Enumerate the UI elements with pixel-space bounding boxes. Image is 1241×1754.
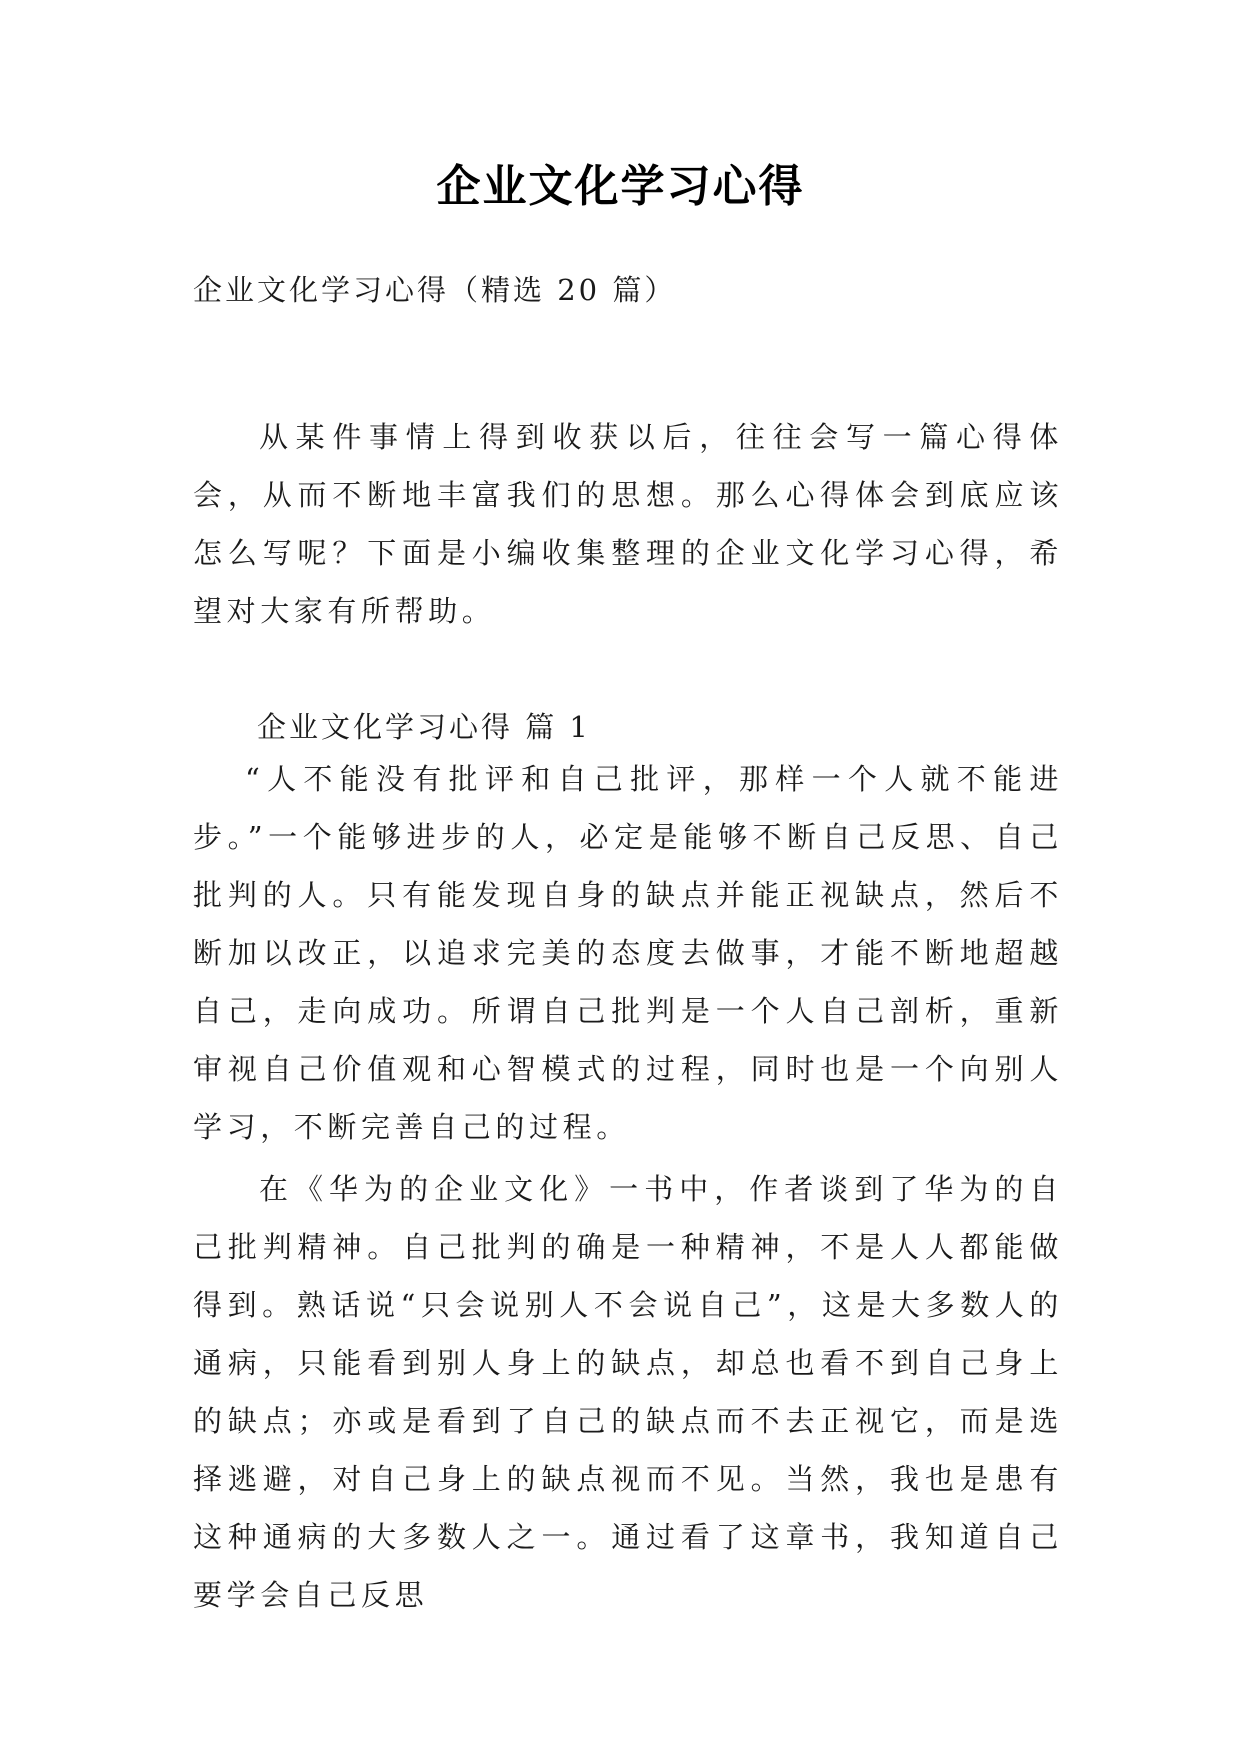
intro-paragraph: 从某件事情上得到收获以后，往往会写一篇心得体会，从而不断地丰富我们的思想。那么心得体会到底应该怎么写呢？下面是小编收集整理的企业文化学习心得，希望对大家有所帮助。 xyxy=(193,420,1063,628)
document-title: 企业文化学习心得 xyxy=(436,161,805,212)
body-paragraph-1: “人不能没有批评和自己批评，那样一个人就不能进步。”一个能够进步的人，必定是能够不断自己反思、自己批判的人。只有能发现自身的缺点并能正视缺点，然后不断加以改正，以追求完美的态度去做事，才能不断地超越自己，走向成功。所谓自己批判是一个人自己剖析，重新审视自己价值观和心智模式的过程，同时也是一个向别人学习，不断完善自己的过程。 xyxy=(193,762,1063,1144)
document-subtitle: 企业文化学习心得（精选 20 篇） xyxy=(193,273,677,307)
section-heading: 企业文化学习心得 篇 1 xyxy=(257,710,591,744)
body-paragraph-2: 在《华为的企业文化》一书中，作者谈到了华为的自己批判精神。自己批判的确是一种精神，不是人人都能做得到。熟话说“只会说别人不会说自己”，这是大多数人的通病，只能看到别人身上的缺点，却总也看不到自己身上的缺点；亦或是看到了自己的缺点而不去正视它，而是选择逃避，对自己身上的缺点视而不见。当然，我也是患有这种通病的大多数人之一。通过看了这章书，我知道自己要学会自己反思 xyxy=(193,1172,1063,1612)
